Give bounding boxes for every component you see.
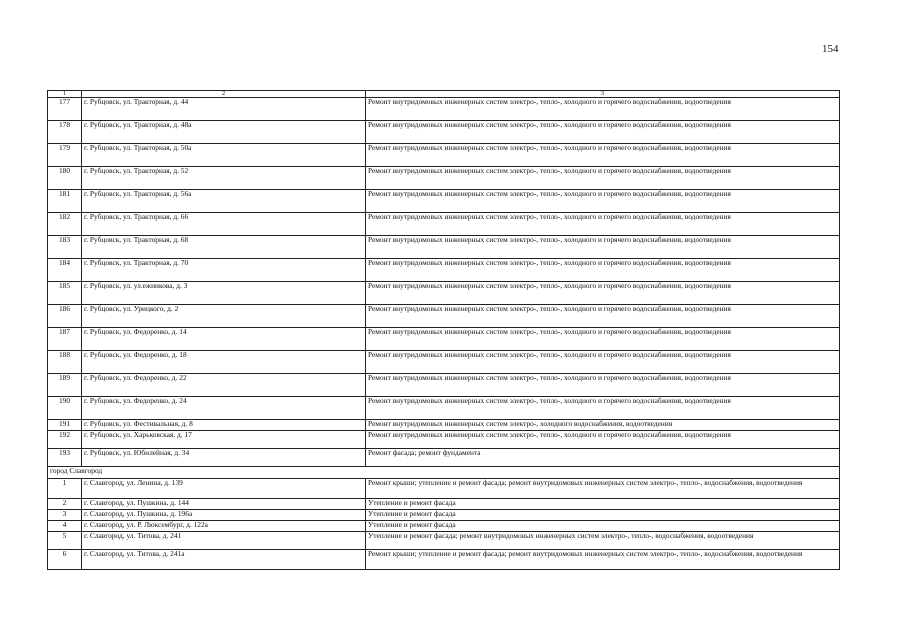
- row-number: 180: [48, 167, 82, 190]
- table-row: [48, 479, 840, 499]
- table-row: [48, 431, 840, 449]
- row-address: г. Рубцовск, ул. Тракторная, д. 66: [82, 213, 366, 236]
- table-row: [48, 144, 840, 167]
- row-works: Ремонт внутридомовых инженерных систем электро-, тепло-, холодного и горячего водоснабжения, водоотведения: [366, 328, 840, 351]
- row-number: 189: [48, 374, 82, 397]
- row-works: Ремонт внутридомовых инженерных систем электро-, тепло-, холодного и горячего водоснабжения, водоотведения: [366, 351, 840, 374]
- row-address: г. Славгород, ул. Титова, д. 241: [82, 532, 366, 550]
- table-row: [48, 550, 840, 570]
- row-number: 183: [48, 236, 82, 259]
- row-address: г. Рубцовск, ул. Тракторная, д. 48а: [82, 121, 366, 144]
- row-address: г. Рубцовск, ул. Урицкого, д. 2: [82, 305, 366, 328]
- table-row: [48, 328, 840, 351]
- row-number: 1: [48, 479, 82, 499]
- row-address: г. Рубцовск, ул. Федоренко, д. 14: [82, 328, 366, 351]
- row-works: Ремонт внутридомовых инженерных систем электро-, тепло-, холодного и горячего водоснабжения, водоотведения: [366, 144, 840, 167]
- row-works: Ремонт внутридомовых инженерных систем электро-, тепло-, холодного и горячего водоснабжения, водоотведения: [366, 259, 840, 282]
- row-works: Ремонт внутридомовых инженерных систем электро-, тепло-, холодного и горячего водоснабжения, водоотведения: [366, 397, 840, 420]
- row-address: г. Рубцовск, ул. Федоренко, д. 18: [82, 351, 366, 374]
- row-number: 188: [48, 351, 82, 374]
- row-address: г. Рубцовск, ул. Тракторная, д. 52: [82, 167, 366, 190]
- row-address: г. Рубцовск, ул. Тракторная, д. 44: [82, 98, 366, 121]
- row-works: Утепление и ремонт фасада: [366, 499, 840, 510]
- table-row: [48, 521, 840, 532]
- table-row: [48, 282, 840, 305]
- row-address: г. Рубцовск, ул. Тракторная, д. 68: [82, 236, 366, 259]
- column-header: 3: [366, 91, 840, 98]
- row-number: 186: [48, 305, 82, 328]
- row-address: г. Славгород, ул. Пушкина, д. 144: [82, 499, 366, 510]
- column-header: 1: [48, 91, 82, 98]
- table-row: [48, 510, 840, 521]
- section-row: [48, 467, 840, 479]
- table-header-row: [48, 91, 840, 98]
- row-address: г. Славгород, ул. Р. Люксембург, д. 122а: [82, 521, 366, 532]
- row-works: Ремонт фасада; ремонт фундамента: [366, 449, 840, 467]
- row-works: Ремонт крыши; утепление и ремонт фасада; ремонт внутридомовых инженерных систем электро-, тепло-, водоснабжения, водоотведения: [366, 479, 840, 499]
- table-row: [48, 499, 840, 510]
- row-address: г. Рубцовск, ул. Тракторная, д. 50а: [82, 144, 366, 167]
- row-address: г. Рубцовск, ул. Тракторная, д. 70: [82, 259, 366, 282]
- row-works: Утепление и ремонт фасада: [366, 510, 840, 521]
- row-works: Ремонт внутридомовых инженерных систем электро-, тепло-, холодного и горячего водоснабжения, водоотведения: [366, 305, 840, 328]
- row-number: 6: [48, 550, 82, 570]
- row-address: г. Рубцовск, ул. ул.ежникова, д. 3: [82, 282, 366, 305]
- table-row: [48, 305, 840, 328]
- row-works: Ремонт внутридомовых инженерных систем электро-, холодного водоснабжения, водоотведения: [366, 420, 840, 431]
- row-number: 4: [48, 521, 82, 532]
- row-address: г. Славгород, ул. Титова, д. 241а: [82, 550, 366, 570]
- row-number: 179: [48, 144, 82, 167]
- row-works: Ремонт внутридомовых инженерных систем электро-, тепло-, холодного и горячего водоснабжения, водоотведения: [366, 431, 840, 449]
- row-works: Ремонт внутридомовых инженерных систем электро-, тепло-, холодного и горячего водоснабжения, водоотведения: [366, 98, 840, 121]
- table-row: [48, 259, 840, 282]
- row-number: 182: [48, 213, 82, 236]
- column-header: 2: [82, 91, 366, 98]
- repair-table: [47, 90, 840, 570]
- row-address: г. Рубцовск, ул. Федоренко, д. 22: [82, 374, 366, 397]
- row-works: Ремонт внутридомовых инженерных систем электро-, тепло-, холодного и горячего водоснабжения, водоотведения: [366, 121, 840, 144]
- row-number: 2: [48, 499, 82, 510]
- row-number: 191: [48, 420, 82, 431]
- row-address: г. Рубцовск, ул. Харьковская, д. 17: [82, 431, 366, 449]
- row-works: Ремонт внутридомовых инженерных систем электро-, тепло-, холодного и горячего водоснабжения, водоотведения: [366, 167, 840, 190]
- table-row: [48, 532, 840, 550]
- row-number: 5: [48, 532, 82, 550]
- table-row: [48, 397, 840, 420]
- row-number: 185: [48, 282, 82, 305]
- table-row: [48, 121, 840, 144]
- row-number: 192: [48, 431, 82, 449]
- row-works: Утепление и ремонт фасада: [366, 521, 840, 532]
- table-row: [48, 236, 840, 259]
- row-address: г. Рубцовск, ул. Фестивальная, д. 8: [82, 420, 366, 431]
- table-row: [48, 420, 840, 431]
- section-title: город Славгород: [48, 467, 840, 479]
- table-row: [48, 213, 840, 236]
- row-number: 178: [48, 121, 82, 144]
- page-number: 154: [822, 43, 839, 55]
- row-number: 181: [48, 190, 82, 213]
- row-number: 177: [48, 98, 82, 121]
- row-works: Ремонт внутридомовых инженерных систем электро-, тепло-, холодного и горячего водоснабжения, водоотведения: [366, 236, 840, 259]
- table-row: [48, 374, 840, 397]
- row-address: г. Славгород, ул. Ленина, д. 139: [82, 479, 366, 499]
- table-row: [48, 351, 840, 374]
- row-works: Ремонт крыши; утепление и ремонт фасада; ремонт внутридомовых инженерных систем электро-, тепло-, водоснабжения, водоотведения: [366, 550, 840, 570]
- row-number: 190: [48, 397, 82, 420]
- row-number: 193: [48, 449, 82, 467]
- row-number: 187: [48, 328, 82, 351]
- row-works: Ремонт внутридомовых инженерных систем электро-, тепло-, холодного и горячего водоснабжения, водоотведения: [366, 374, 840, 397]
- row-address: г. Рубцовск, ул. Юбилейная, д. 34: [82, 449, 366, 467]
- row-works: Ремонт внутридомовых инженерных систем электро-, тепло-, холодного и горячего водоснабжения, водоотведения: [366, 282, 840, 305]
- row-works: Утепление и ремонт фасада; ремонт внутридомовых инженерных систем электро-, тепло-, водоснабжения, водоотведения: [366, 532, 840, 550]
- row-address: г. Рубцовск, ул. Тракторная, д. 56а: [82, 190, 366, 213]
- row-address: г. Рубцовск, ул. Федоренко, д. 24: [82, 397, 366, 420]
- table-row: [48, 190, 840, 213]
- row-works: Ремонт внутридомовых инженерных систем электро-, тепло-, холодного и горячего водоснабжения, водоотведения: [366, 213, 840, 236]
- table-row: [48, 98, 840, 121]
- row-number: 3: [48, 510, 82, 521]
- table-row: [48, 167, 840, 190]
- row-works: Ремонт внутридомовых инженерных систем электро-, тепло-, холодного и горячего водоснабжения, водоотведения: [366, 190, 840, 213]
- row-address: г. Славгород, ул. Пушкина, д. 196а: [82, 510, 366, 521]
- row-number: 184: [48, 259, 82, 282]
- table-row: [48, 449, 840, 467]
